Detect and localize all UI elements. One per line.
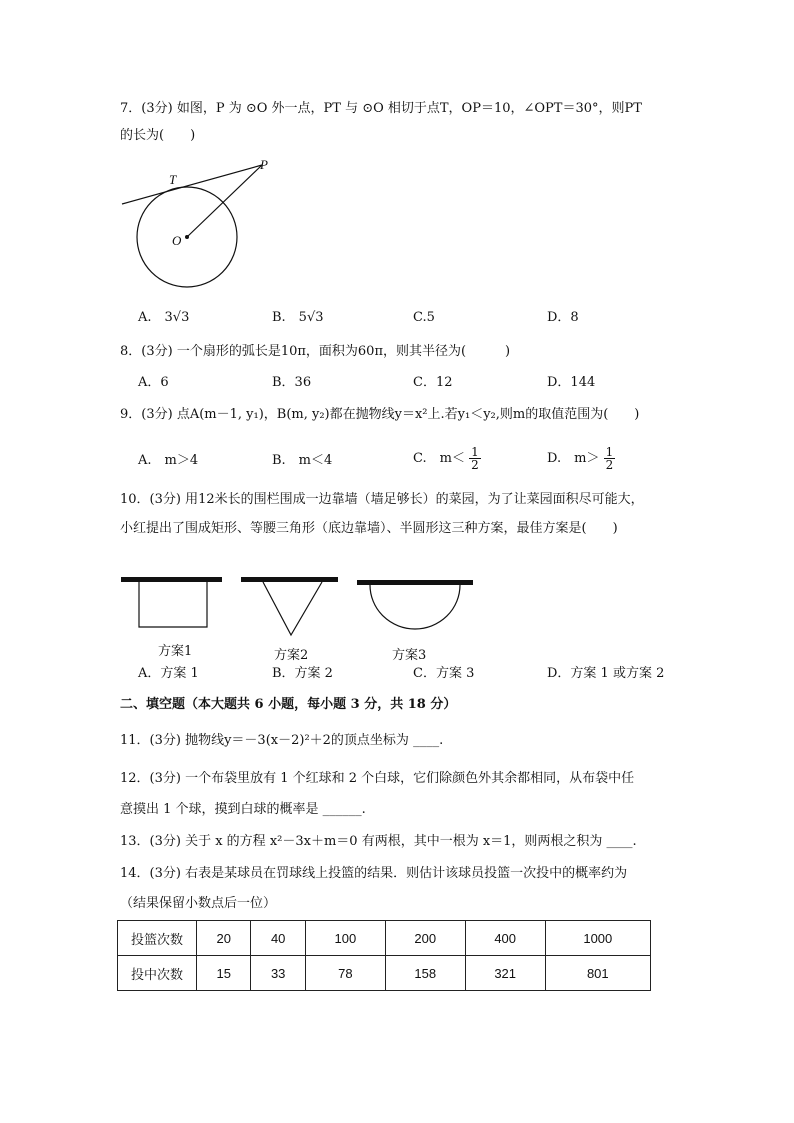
q8-stem: 8．(3分) 一个扇形的弧长是10π，面积为60π，则其半径为( ) bbox=[120, 344, 511, 359]
table-cell: 100 bbox=[305, 921, 385, 956]
label-o: O bbox=[172, 233, 182, 248]
q7-option-a: A. 3√3 bbox=[138, 310, 190, 325]
q9-option-a: A. m＞4 bbox=[138, 453, 199, 468]
q8-option-a: A．6 bbox=[138, 375, 169, 390]
q9-option-b: B. m＜4 bbox=[272, 453, 333, 468]
q11-stem: 11．(3分) 抛物线y＝－3(x－2)²＋2的顶点坐标为 ____. bbox=[120, 733, 444, 748]
q7-stem-line2: 的长为( ) bbox=[120, 128, 196, 143]
wall-1 bbox=[121, 577, 222, 582]
q10-option-d: D．方案 1 或方案 2 bbox=[547, 666, 665, 681]
q10-option-c: C．方案 3 bbox=[413, 666, 475, 681]
q7-option-d: D．8 bbox=[547, 310, 579, 325]
fraction-numerator: 1 bbox=[471, 445, 479, 459]
q12-stem-line1: 12．(3分) 一个布袋里放有 1 个红球和 2 个白球，它们除颜色外其余都相同，从布袋中任 bbox=[120, 771, 635, 786]
q7-option-c: C.5 bbox=[413, 310, 435, 325]
q14-stem-line1: 14．(3分) 右表是某球员在罚球线上投篮的结果．则估计该球员投篮一次投中的概率约为 bbox=[120, 866, 628, 881]
rectangle-fence bbox=[139, 582, 207, 627]
semicircle-fence bbox=[370, 585, 460, 629]
scheme-3-label: 方案3 bbox=[392, 648, 427, 663]
q8-option-c: C．12 bbox=[413, 375, 453, 390]
q7-option-b: B. 5√3 bbox=[272, 310, 324, 325]
scheme-2-label: 方案2 bbox=[274, 648, 309, 663]
q14-results-table bbox=[117, 920, 651, 991]
table-cell: 20 bbox=[197, 921, 251, 956]
triangle-fence bbox=[263, 582, 322, 635]
scheme-1-label: 方案1 bbox=[158, 644, 193, 659]
fraction-denominator: 2 bbox=[471, 458, 479, 472]
fraction-denominator: 2 bbox=[605, 458, 614, 472]
q10-option-a: A．方案 1 bbox=[138, 666, 199, 681]
table-cell: 15 bbox=[197, 956, 251, 991]
label-p: P bbox=[260, 157, 268, 172]
table-cell: 1000 bbox=[545, 921, 650, 956]
q9-stem: 9．(3分) 点A(m－1, y₁)，B(m, y₂)都在抛物线y＝x²上.若y₁＜y₂,则m的取值范围为( ) bbox=[120, 407, 640, 422]
label-t: T bbox=[169, 172, 177, 187]
table-cell: 200 bbox=[385, 921, 465, 956]
section-2-title: 二、填空题（本大题共 6 小题，每小题 3 分，共 18 分） bbox=[120, 697, 457, 712]
table-cell: 78 bbox=[305, 956, 385, 991]
table-cell: 33 bbox=[251, 956, 305, 991]
wall-3 bbox=[357, 580, 473, 585]
q8-option-b: B．36 bbox=[272, 375, 312, 390]
q9-option-c-text: C. m＜ bbox=[413, 451, 465, 466]
table-cell: 801 bbox=[545, 956, 650, 991]
q9-option-d-text: D. m＞ bbox=[547, 451, 600, 466]
q14-stem-line2: （结果保留小数点后一位） bbox=[120, 896, 277, 911]
q13-stem: 13．(3分) 关于 x 的方程 x²－3x＋m＝0 有两根，其中一根为 x＝1，则两根之积为 ____. bbox=[120, 834, 637, 849]
q7-stem-line1: 7．(3分) 如图，P 为 ⊙O 外一点，PT 与 ⊙O 相切于点T，OP＝10，∠OPT＝30°，则PT bbox=[120, 101, 642, 116]
table-header-cell: 投中次数 bbox=[118, 956, 197, 991]
q10-stem-line1: 10．(3分) 用12米长的围栏围成一边靠墙（墙足够长）的菜园，为了让菜园面积尽可能大， bbox=[120, 492, 644, 507]
q8-option-d: D．144 bbox=[547, 375, 596, 390]
table-cell: 40 bbox=[251, 921, 305, 956]
wall-2 bbox=[241, 577, 338, 582]
table-cell: 400 bbox=[465, 921, 545, 956]
table-cell: 158 bbox=[385, 956, 465, 991]
q10-option-b: B．方案 2 bbox=[272, 666, 333, 681]
q10-stem-line2: 小红提出了围成矩形、等腰三角形（底边靠墙）、半圆形这三种方案，最佳方案是( ) bbox=[120, 521, 618, 536]
table-header-cell: 投篮次数 bbox=[118, 921, 197, 956]
table-row bbox=[118, 956, 651, 991]
table-row bbox=[118, 921, 651, 956]
q12-stem-line2: 意摸出 1 个球，摸到白球的概率是 ______. bbox=[120, 802, 366, 817]
table-cell: 321 bbox=[465, 956, 545, 991]
fraction-numerator: 1 bbox=[605, 445, 614, 459]
